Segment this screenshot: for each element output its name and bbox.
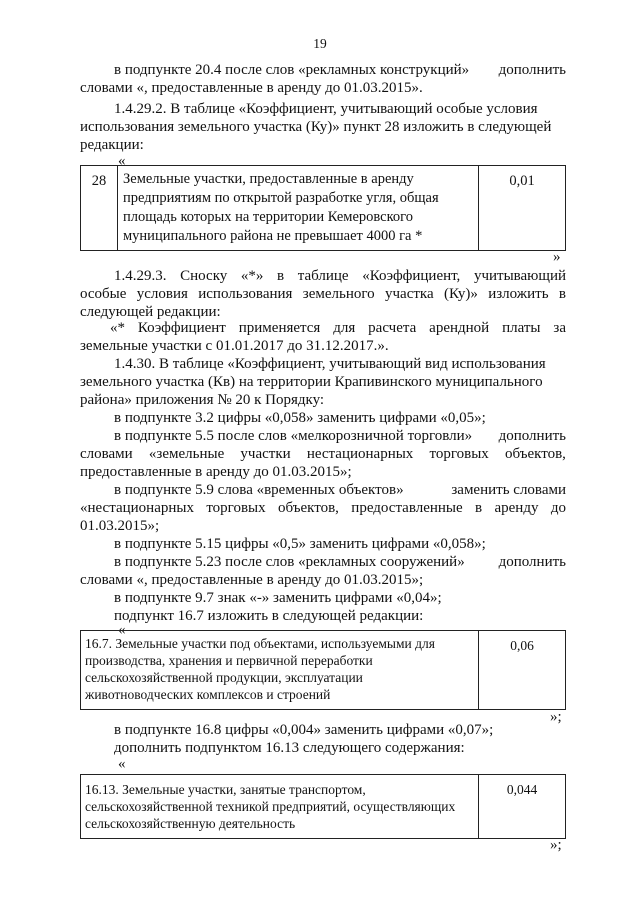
paragraph-line: словами «земельные участки нестационарных торговых объектов, — [80, 446, 566, 462]
paragraph-line: в подпункте 5.15 цифры «0,5» заменить цифрами «0,058»; — [114, 536, 486, 552]
table-cell-description: 16.7. Земельные участки под объектами, используемыми для производства, хранения и первичной переработки сельскохозяйственной продукции, эксплуатации животноводческих комплексов и строений — [81, 631, 479, 710]
paragraph-line: особые условия использования земельного участка (Ку)» изложить в — [80, 286, 566, 302]
quote-close: »; — [550, 709, 562, 725]
table-row — [81, 775, 566, 839]
paragraph-line: земельные участки с 01.01.2017 до 31.12.2017.». — [80, 338, 389, 354]
table-cell-description: Земельные участки, предоставленные в аренду предприятиям по открытой разработке угля, общая площадь которых на территории Кемеровского муниципального района не превышает 4000 га * — [118, 166, 479, 251]
paragraph-line: 1.4.30. В таблице «Коэффициент, учитывающий вид использования — [114, 356, 546, 372]
paragraph-line: дополнить подпунктом 16.13 следующего содержания: — [114, 740, 465, 756]
paragraph-line: следующей редакции: — [80, 304, 221, 320]
table-cell-description: 16.13. Земельные участки, занятые транспортом, сельскохозяйственной техникой предприятий, осуществляющих сельскохозяйственную деятельность — [81, 775, 479, 839]
paragraph-line: в подпункте 5.9 слова «временных объектов» заменить словами — [114, 482, 566, 498]
coefficient-table-1 — [80, 165, 566, 251]
paragraph-line: в подпункте 9.7 знак «-» заменить цифрами «0,04»; — [114, 590, 442, 606]
paragraph-line: в подпункте 5.5 после слов «мелкорозничной торговли» дополнить — [114, 428, 566, 444]
coefficient-table-3 — [80, 774, 566, 839]
paragraph-line: в подпункте 16.8 цифры «0,004» заменить цифрами «0,07»; — [114, 722, 494, 738]
table-cell-value: 0,06 — [479, 631, 566, 710]
quote-close: » — [553, 249, 561, 265]
paragraph-line: 01.03.2015»; — [80, 518, 160, 534]
paragraph-line: в подпункте 20.4 после слов «рекламных конструкций» дополнить — [114, 62, 566, 78]
quote-close: »; — [550, 837, 562, 853]
table-cell-value: 0,01 — [479, 166, 566, 251]
table-cell-number: 28 — [81, 166, 118, 251]
quote-open: « — [118, 153, 126, 169]
paragraph-line: использования земельного участка (Ку)» пункт 28 изложить в следующей — [80, 119, 552, 135]
paragraph-line: 1.4.29.3. Сноску «*» в таблице «Коэффициент, учитывающий — [114, 268, 566, 284]
page-number: 19 — [313, 36, 327, 51]
paragraph-line: района» приложения № 20 к Порядку: — [80, 392, 325, 408]
paragraph-line: редакции: — [80, 137, 144, 153]
table-cell-value: 0,044 — [479, 775, 566, 839]
paragraph-line: «нестационарных торговых объектов, предоставленные в аренду до — [80, 500, 566, 516]
paragraph-line: в подпункте 3.2 цифры «0,058» заменить цифрами «0,05»; — [114, 410, 486, 426]
table-row — [81, 631, 566, 710]
paragraph-line: словами «, предоставленные в аренду до 01.03.2015»; — [80, 572, 424, 588]
quote-open: « — [118, 622, 126, 638]
paragraph-line: 1.4.29.2. В таблице «Коэффициент, учитывающий особые условия — [114, 101, 538, 117]
coefficient-table-2 — [80, 630, 566, 710]
paragraph-line: «* Коэффициент применяется для расчета арендной платы за — [110, 320, 566, 336]
quote-open: « — [118, 756, 126, 772]
paragraph-line: словами «, предоставленные в аренду до 01.03.2015». — [80, 80, 423, 96]
paragraph-line: в подпункте 5.23 после слов «рекламных сооружений» дополнить — [114, 554, 566, 570]
paragraph-line: подпункт 16.7 изложить в следующей редакции: — [114, 608, 424, 624]
table-row — [81, 166, 566, 251]
paragraph-line: предоставленные в аренду до 01.03.2015»; — [80, 464, 352, 480]
paragraph-line: земельного участка (Кв) на территории Крапивинского муниципального — [80, 374, 543, 390]
